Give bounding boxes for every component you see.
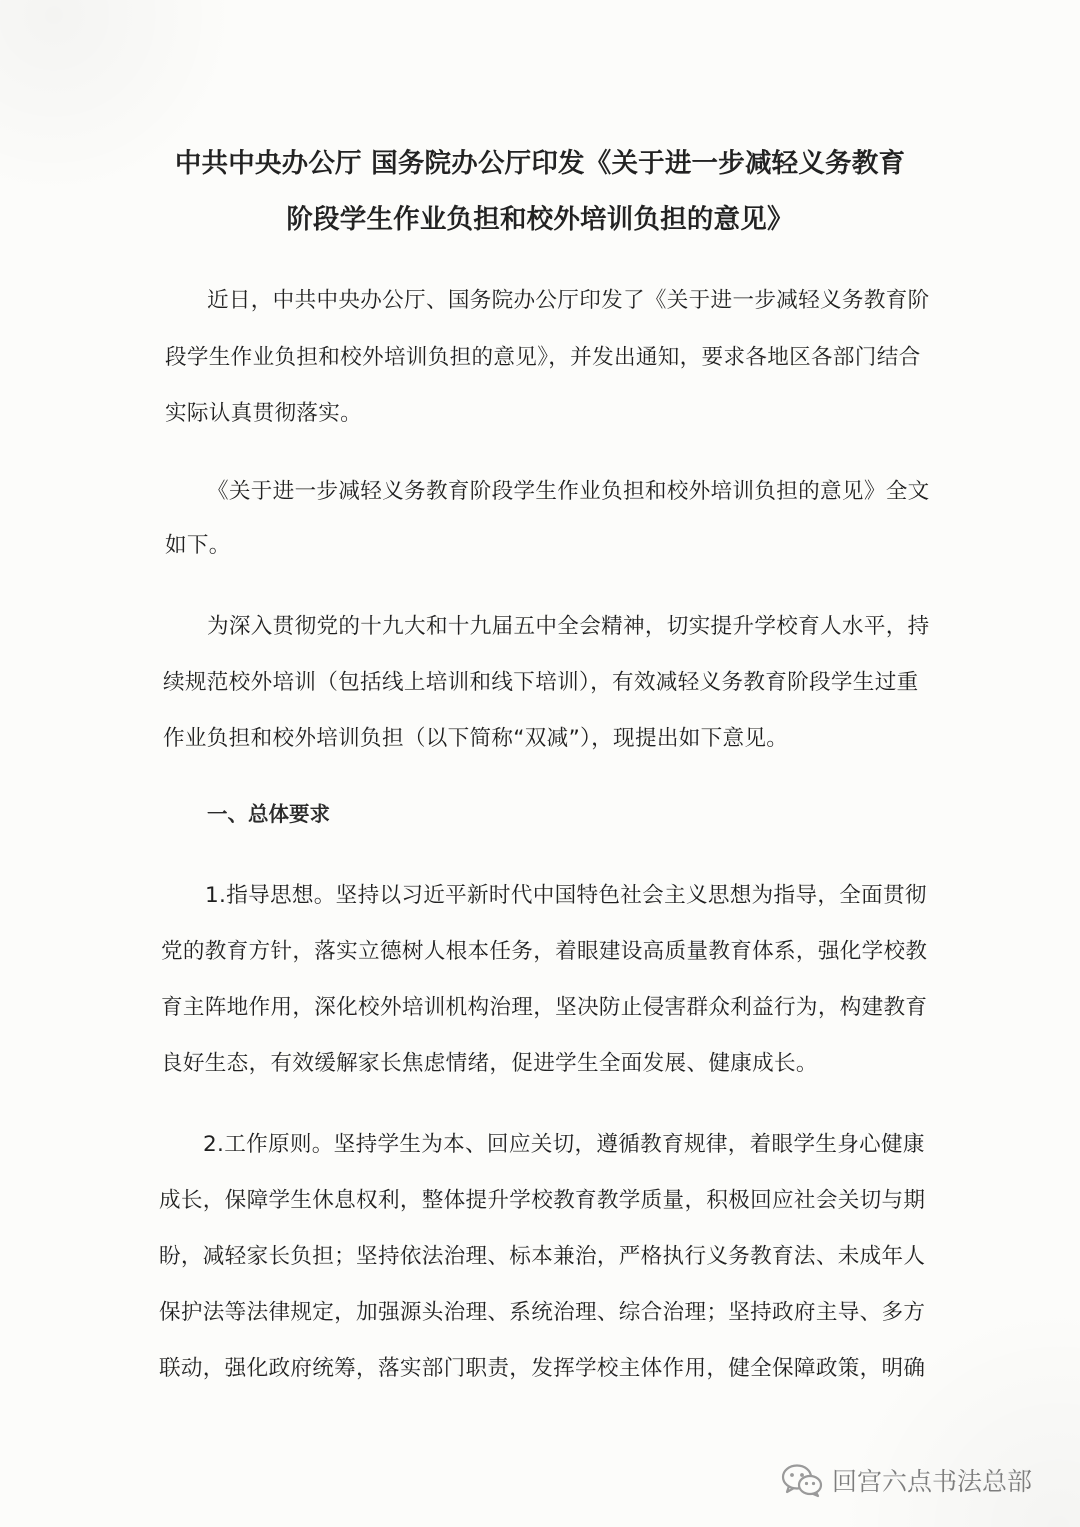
document-title-line-1: 中共中央办公厅 国务院办公厅印发《关于进一步减轻义务教育 [174, 148, 906, 179]
paragraph-line: 为深入贯彻党的十九大和十九届五中全会精神，切实提升学校育人水平，持 [207, 614, 930, 639]
paragraph-line: 如下。 [165, 533, 231, 558]
account-name: 回宫六点书法总部 [832, 1467, 1033, 1496]
paragraph-line: 盼，减轻家长负担；坚持依法治理、标本兼治，严格执行义务教育法、未成年人 [159, 1244, 926, 1269]
account-watermark [780, 1460, 1032, 1500]
paragraph-line: 《关于进一步减轻义务教育阶段学生作业负担和校外培训负担的意见》全文 [207, 479, 930, 504]
paragraph-line: 2.工作原则。坚持学生为本、回应关切，遵循教育规律，着眼学生身心健康 [203, 1132, 925, 1157]
paragraph-line: 作业负担和校外培训负担（以下简称“双减”），现提出如下意见。 [163, 726, 789, 751]
document-title-line-2: 阶段学生作业负担和校外培训负担的意见》 [286, 204, 794, 235]
paragraph-line: 联动，强化政府统筹，落实部门职责，发挥学校主体作用，健全保障政策，明确 [159, 1356, 926, 1381]
paragraph-line: 育主阵地作用，深化校外培训机构治理，坚决防止侵害群众利益行为，构建教育 [161, 995, 928, 1020]
paragraph-line: 保护法等法律规定，加强源头治理、系统治理、综合治理；坚持政府主导、多方 [159, 1300, 926, 1325]
paragraph-line: 1.指导思想。坚持以习近平新时代中国特色社会主义思想为指导，全面贯彻 [205, 883, 927, 908]
paragraph-line: 党的教育方针，落实立德树人根本任务，着眼建设高质量教育体系，强化学校教 [161, 939, 928, 964]
paragraph-line: 段学生作业负担和校外培训负担的意见》，并发出通知，要求各地区各部门结合 [165, 345, 921, 370]
paragraph-line: 近日，中共中央办公厅、国务院办公厅印发了《关于进一步减轻义务教育阶 [207, 288, 930, 313]
wechat-icon [780, 1462, 824, 1498]
paragraph-line: 良好生态，有效缓解家长焦虑情绪，促进学生全面发展、健康成长。 [161, 1051, 818, 1076]
paragraph-line: 实际认真贯彻落实。 [165, 401, 363, 426]
section-heading: 一、总体要求 [207, 802, 330, 826]
paragraph-line: 续规范校外培训（包括线上培训和线下培训），有效减轻义务教育阶段学生过重 [163, 670, 919, 695]
paragraph-line: 成长，保障学生休息权利，整体提升学校教育教学质量，积极回应社会关切与期 [159, 1188, 926, 1213]
